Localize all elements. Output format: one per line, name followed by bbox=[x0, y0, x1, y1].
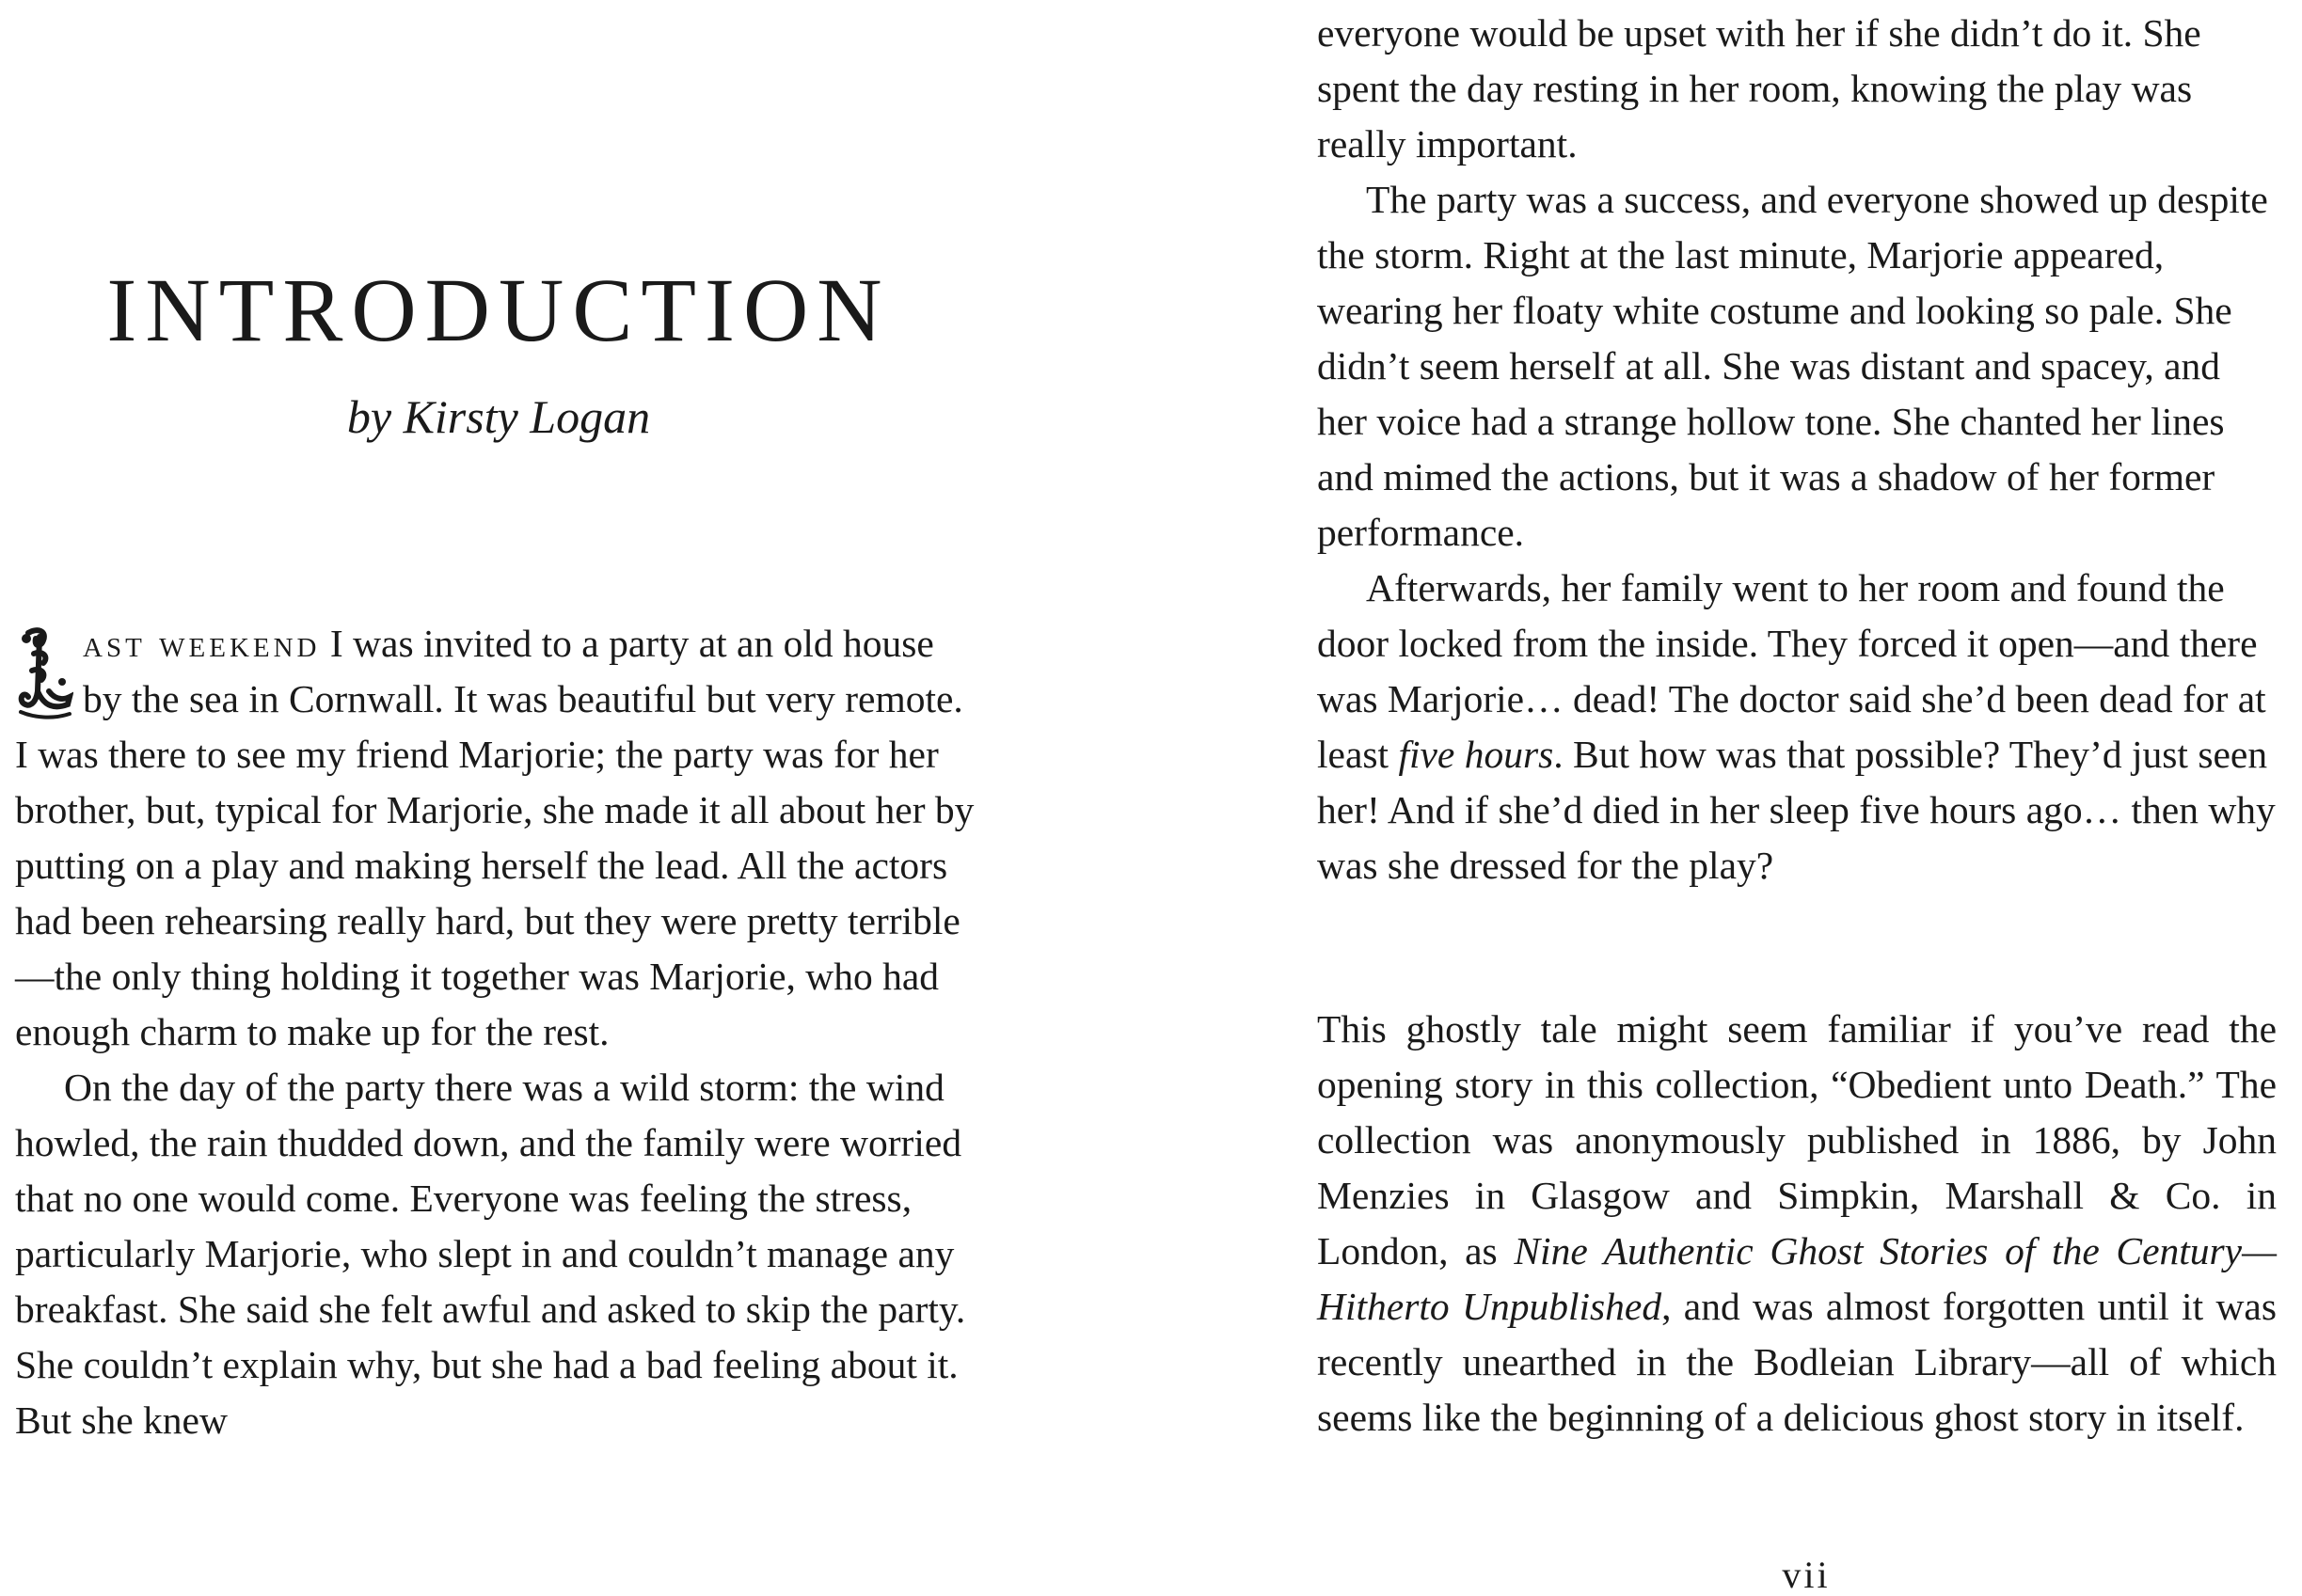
paragraph-4-emphasis: five hours bbox=[1398, 733, 1554, 776]
left-page bbox=[0, 0, 1151, 1595]
right-body-text bbox=[1317, 6, 2277, 893]
paragraph-2: On the day of the party there was a wild storm: the wind howled, the rain thudded down, and the family were worried that no one would come. Everyone was feeling the stress, particularly Marjorie, who slept in and couldn’t manage any breakfast. She said she felt awful and asked to skip the party. She couldn’t explain why, but she had a bad feeling about it. But she knew bbox=[15, 1066, 966, 1442]
decorative-drop-cap-l bbox=[15, 625, 73, 723]
paragraph-5-text-a: This ghostly tale might seem familiar if you’ve read the opening story in this collection, “Obedient unto Death.” The collection was anonymously published in 1886, by John Menzies in Glasgow and Simpkin, Marshall & Co. in London, as bbox=[1317, 1007, 2277, 1272]
paragraph-opening bbox=[15, 616, 975, 1060]
paragraph-4-text-b: . But how was that possible? They’d just seen her! And if she’d died in her sleep five hours ago… then why was she dressed for the play? bbox=[1317, 733, 2276, 887]
paragraph-continuation: everyone would be upset with her if she didn’t do it. She spent the day resting in her room, knowing the play was really important. bbox=[1317, 11, 2201, 166]
book-title-italic: Nine Authentic Ghost Stories of the Century—Hitherto Unpublished bbox=[1317, 1229, 2278, 1328]
paragraph-5 bbox=[1317, 1002, 2277, 1446]
paragraph-1-text: I was invited to a party at an old house by the sea in Cornwall. It was beautiful but very remote. I was there to see my friend Marjorie; the party was for her brother, but, typical for Marjorie, she made it all about her by putting on a play and making herself the lead. All the actors had been rehearsing really hard, but they were pretty terrible—the only thing holding it together was Marjorie, who had enough charm to make up for the rest. bbox=[15, 622, 975, 1053]
opening-words: ast weekend bbox=[83, 622, 321, 665]
chapter-title: INTRODUCTION bbox=[106, 260, 891, 360]
right-body-text-section-2 bbox=[1317, 1002, 2277, 1446]
left-body-text bbox=[15, 616, 975, 1448]
paragraph-4-text-a: Afterwards, her family went to her room and found the door locked from the inside. They forced it open—and there was Marjorie… dead! The doctor said she’d been dead for at least bbox=[1317, 566, 2266, 776]
page-number: vii bbox=[1782, 1554, 1831, 1596]
paragraph-5-text-b: , and was almost forgotten until it was recently unearthed in the Bodleian Library—all of which seems like the beginning of a delicious ghost story in itself. bbox=[1317, 1285, 2277, 1439]
author-byline: by Kirsty Logan bbox=[346, 390, 651, 443]
paragraph-4 bbox=[1317, 561, 2277, 893]
paragraph-3: The party was a success, and everyone showed up despite the storm. Right at the last minute, Marjorie appeared, wearing her floaty white costume and looking so pale. She didn’t seem herself at all. She was distant and spacey, and her voice had a strange hollow tone. She chanted her lines and mimed the actions, but it was a shadow of her former performance. bbox=[1317, 178, 2268, 554]
